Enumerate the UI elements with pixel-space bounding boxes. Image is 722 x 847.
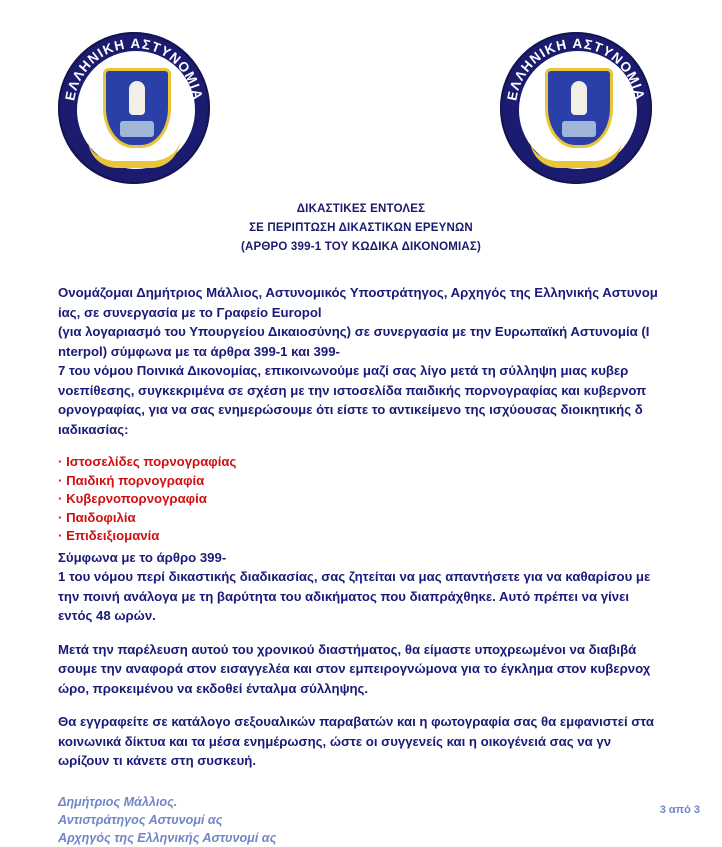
greek-police-emblem-left — [58, 32, 210, 184]
greek-police-emblem-right — [500, 32, 652, 184]
list-item: · Επιδειξιομανία — [58, 527, 664, 546]
paragraph-registry: Θα εγγραφείτε σε κατάλογο σεξουαλικών παραβατών και η φωτογραφία σας θα εμφανιστεί στα κοινωνικά δίκτυα και τα μέσα ενημέρωσης, ώστε οι συγγενείς και η οικογένειά σας να γν ωρίζουν τι κάνετε στη συσκευή. — [58, 714, 654, 768]
paragraph-article-ref: Σύμφωνα με το άρθρο 399- — [58, 549, 227, 565]
list-item: · Παιδική πορνογραφία — [58, 472, 664, 491]
paragraph-intro-1: Ονομάζομαι Δημήτριος Μάλλιος, Αστυνομικός Υποστράτηγος, Αρχηγός της Ελληνικής Αστυνομ ίας, σε συνεργασία με το Γραφείο Europol — [58, 285, 658, 320]
emblem-wreath-icon — [530, 139, 622, 168]
emblem-wreath-icon — [88, 139, 180, 168]
signature-rank: Αντιστράτηγος Αστυνομί ας — [58, 812, 223, 827]
list-item: · Παιδοφιλία — [58, 509, 664, 528]
signature-name: Δημήτριος Μάλλιος. — [58, 794, 178, 809]
document-body — [0, 200, 722, 847]
list-item: · Ιστοσελίδες πορνογραφίας — [58, 453, 664, 472]
title-line-2: ΣΕ ΠΕΡΙΠΤΩΣΗ ΔΙΚΑΣΤΙΚΩΝ ΕΡΕΥΝΩΝ — [249, 222, 473, 234]
paragraph-intro-3: 7 του νόμου Ποινικά Δικονομίας, επικοινωνούμε μαζί σας λίγο μετά τη σύλληψη μιας κυβερ νοεπίθεσης, συγκεκριμένα σε σχέση με την ιστοσελίδα παιδικής πορνογραφίας και κυβερνοπ ορνογραφίας, για να σας ενημερώσουμε ότι είστε το αντικείμενο της ισχύουσας διοικητικής δ ιαδικασίας: — [58, 363, 647, 437]
paragraph-intro-2: (για λογαριασμό του Υπουργείου Δικαιοσύνης) σε συνεργασία με την Ευρωπαϊκή Αστυνομία (I nterpol) σύμφωνα με τα άρθρα 399-1 και 399- — [58, 324, 650, 359]
document-title-block — [58, 200, 664, 257]
paragraph-consequence: Μετά την παρέλευση αυτού του χρονικού διαστήματος, θα είμαστε υποχρεωμένοι να διαβιβά σουμε την αναφορά στον εισαγγελέα και στον εμπειρογνώμονα για το έγκλημα στον κυβερνοχ ώρο, προκειμένου να εκδοθεί ένταλμα σύλληψης. — [58, 641, 651, 696]
title-line-3: (ΑΡΘΡΟ 399-1 ΤΟΥ ΚΩΔΙΚΑ ΔΙΚΟΝΟΜΙΑΣ) — [240, 241, 482, 253]
list-item: · Κυβερνοπορνογραφία — [58, 490, 664, 509]
emblem-shield-icon — [545, 68, 613, 148]
offence-list — [58, 453, 664, 546]
emblem-arc-label: ΕΛΛΗΝΙΚΗ ΑΣΤΥΝΟΜΙΑ — [504, 35, 648, 102]
document-header — [0, 0, 722, 200]
emblem-arc-label: ΕΛΛΗΝΙΚΗ ΑΣΤΥΝΟΜΙΑ — [62, 35, 206, 102]
signature-office: Αρχηγός της Ελληνικής Αστυνομί ας — [58, 830, 277, 845]
page-number: 3 από 3 — [659, 804, 700, 816]
paragraph-deadline: 1 του νόμου περί δικαστικής διαδικασίας, σας ζητείται να μας απαντήσετε για να καθαρίσου με την ποινή ανάλογα με τη βαρύτητα του αδικήματος που διαπράχθηκε. Αυτό πρέπει να γίνει εντός 48 ωρών. — [58, 569, 651, 623]
emblem-shield-icon — [103, 68, 171, 148]
title-line-1: ΔΙΚΑΣΤΙΚΕΣ ΕΝΤΟΛΕΣ — [296, 203, 426, 215]
